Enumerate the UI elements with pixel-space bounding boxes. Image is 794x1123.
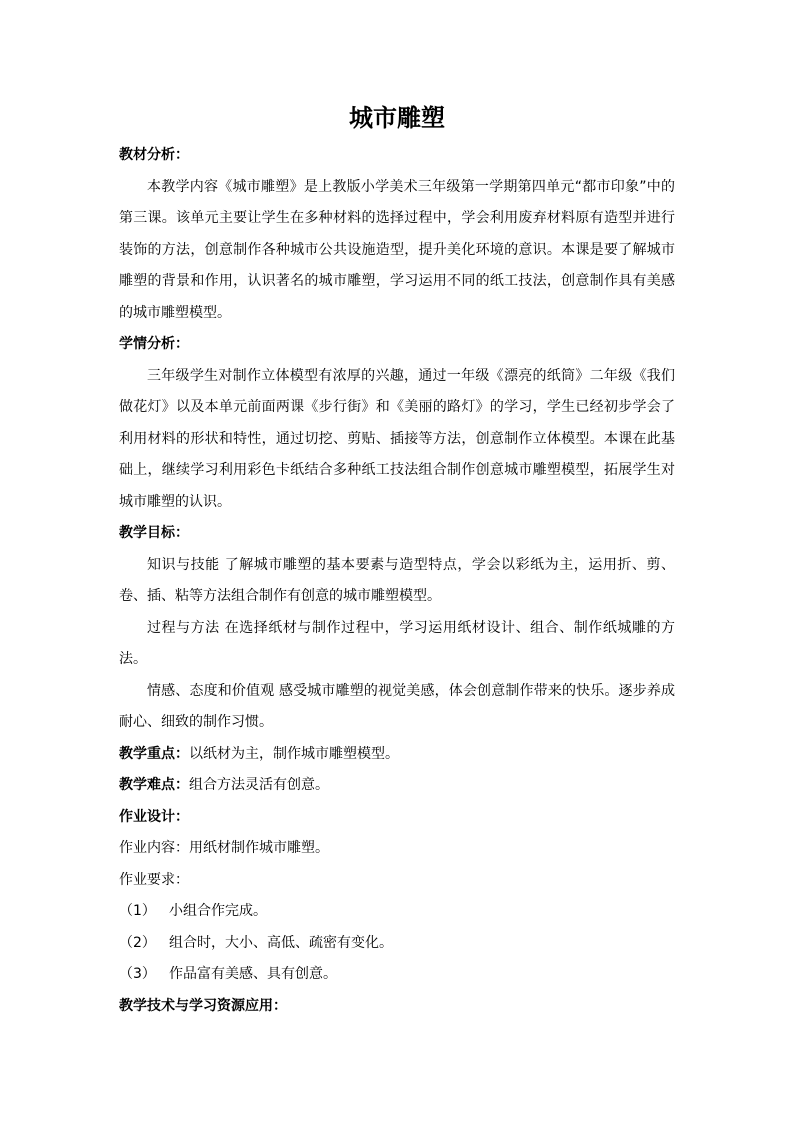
difficult-point-label: 教学难点： bbox=[119, 777, 189, 793]
student-analysis-heading: 学情分析： bbox=[119, 336, 189, 352]
goal-knowledge-skills: 知识与技能 了解城市雕塑的基本要素与造型特点，学会以彩纸为主，运用折、剪、卷、插、粘等方法组合制作有创意的城市雕塑模型。 bbox=[119, 556, 675, 604]
document-title: 城市雕塑 bbox=[349, 104, 445, 132]
key-point-text: 以纸材为主，制作城市雕塑模型。 bbox=[189, 745, 399, 762]
item-text: 组合时，大小、高低、疏密有变化。 bbox=[169, 934, 393, 951]
item-text: 作品富有美感、具有创意。 bbox=[169, 966, 337, 982]
goal-emotion-values: 情感、态度和价值观 感受城市雕塑的视觉美感，体会创意制作带来的快乐。逐步养成耐心、细致的制作习惯。 bbox=[119, 682, 675, 730]
difficult-point-text: 组合方法灵活有创意。 bbox=[189, 777, 329, 793]
key-point-line bbox=[119, 739, 675, 771]
homework-requirement-item bbox=[119, 959, 675, 991]
homework-content-line: 作业内容：用纸材制作城市雕塑。 bbox=[119, 840, 329, 856]
textbook-analysis-paragraph: 本教学内容《城市雕塑》是上教版小学美术三年级第一学期第四单元“都市印象”中的第三课。该单元主要让学生在多种材料的选择过程中，学会利用废弃材料原有造型并进行装饰的方法，创意制作各种城市公共设施造型，提升美化环境的意识。本课是要了解城市雕塑的背景和作用，认识著名的城市雕塑，学习运用不同的纸工技法，创意制作具有美感的城市雕塑模型。 bbox=[119, 178, 675, 321]
document-body bbox=[119, 140, 675, 1022]
tech-resources-heading: 教学技术与学习资源应用： bbox=[119, 997, 287, 1014]
item-number: （1） bbox=[119, 903, 156, 919]
homework-requirements-label: 作业要求： bbox=[119, 871, 189, 888]
textbook-analysis-heading: 教材分析： bbox=[119, 147, 189, 163]
item-number: （2） bbox=[119, 934, 156, 951]
goal-process-methods: 过程与方法 在选择纸材与制作过程中，学习运用纸材设计、组合、制作纸城雕的方法。 bbox=[119, 619, 675, 667]
key-point-label: 教学重点： bbox=[119, 745, 189, 762]
homework-requirement-item bbox=[119, 896, 675, 928]
difficult-point-line bbox=[119, 770, 675, 802]
homework-requirement-item bbox=[119, 928, 675, 960]
student-analysis-paragraph: 三年级学生对制作立体模型有浓厚的兴趣，通过一年级《漂亮的纸筒》二年级《我们做花灯》以及本单元前面两课《步行街》和《美丽的路灯》的学习，学生已经初步学会了利用材料的形状和特性，通过切挖、剪贴、插接等方法，创意制作立体模型。本课在此基础上，继续学习利用彩色卡纸结合多种纸工技法组合制作创意城市雕塑模型，拓展学生对城市雕塑的认识。 bbox=[119, 367, 675, 510]
teaching-goals-heading: 教学目标： bbox=[119, 525, 189, 541]
item-text: 小组合作完成。 bbox=[169, 903, 267, 919]
homework-heading: 作业设计： bbox=[119, 808, 189, 825]
item-number: （3） bbox=[119, 966, 156, 982]
